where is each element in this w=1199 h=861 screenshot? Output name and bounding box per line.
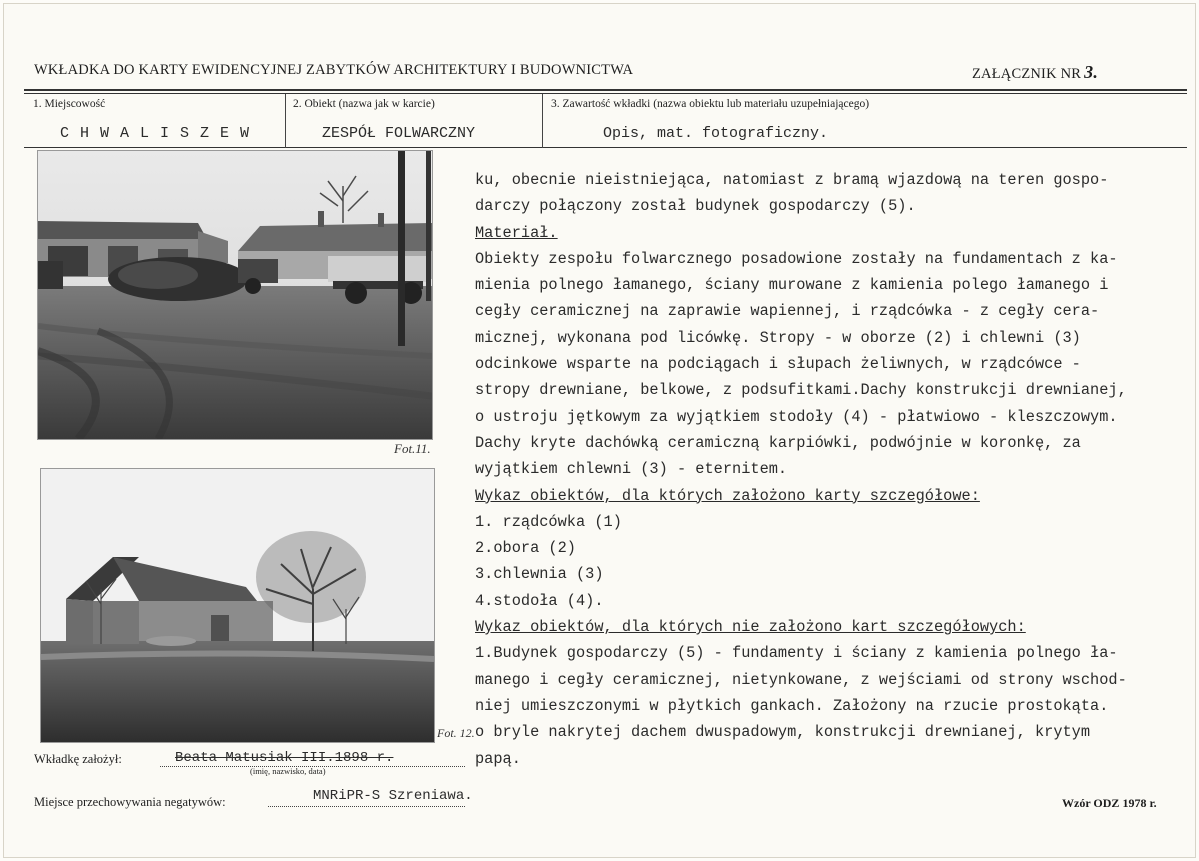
barn-image [41,469,434,742]
text-line: odcinkowe wsparte na podciągach i słupach żeliwnych, w rządcówce - [475,355,1081,374]
photo-farmyard [37,150,433,440]
section-heading: Materiał. [475,223,558,242]
text-line: o ustroju jętkowym za wyjątkiem stodoły (4) - płatwiowo - kleszczowym. [475,407,1118,426]
text-line: cegły ceramicznej na zaprawie wapiennej, i rządcówka - z cegły cera- [475,302,1100,321]
photo-barn [40,468,435,743]
photo1-caption: Fot.11. [394,441,431,456]
header-rule [24,89,1187,91]
object-label: 2. Obiekt (nazwa jak w karcie) [293,98,435,110]
founded-value: Beata Matusiak III.1898 r. [175,750,394,766]
annex-number: 3. [1084,62,1099,82]
place-value: C H W A L I S Z E W [60,125,251,142]
header-rule-thin [24,93,1187,94]
object-value: ZESPÓŁ FOLWARCZNY [322,125,476,142]
text-line: niej umieszczonymi w płytkich gankach. Założony na rzucie prostokąta. [475,696,1109,715]
text-line: papą. [475,749,521,768]
annex-label [972,62,1098,83]
text-line: 4.stodoła (4). [475,591,604,610]
storage-label: Miejsce przechowywania negatywów: [34,795,226,809]
section-heading: Wykaz obiektów, dla których założono karty szczegółowe: [475,486,980,505]
text-line: stropy drewniane, belkowe, z podsufitkami.Dachy konstrukcji drewnianej, [475,381,1127,400]
text-line: 1.Budynek gospodarczy (5) - fundamenty i ściany z kamienia polnego ła- [475,644,1118,663]
fields-rule [24,147,1187,148]
founded-hint: (imię, nazwisko, data) [250,766,326,776]
text-line: micznej, wykonana pod licówkę. Stropy - w oborze (2) i chlewni (3) [475,328,1081,347]
contents-value: Opis, mat. fotograficzny. [603,125,829,142]
text-line: 1. rządcówka (1) [475,512,622,531]
contents-label: 3. Zawartość wkładki (nazwa obiektu lub materiału uzupełniającego) [551,98,870,110]
section-heading: Wykaz obiektów, dla których nie założono kart szczegółowych: [475,618,1026,637]
text-line: Dachy kryte dachówką ceramiczną karpiówki, podwójnie w koronkę, za [475,433,1081,452]
text-line: o bryle nakrytej dachem dwuspadowym, konstrukcji drewnianej, krytym [475,723,1091,742]
founded-label: Wkładkę założył: [34,752,122,766]
storage-value: MNRiPR-S Szreniawa. [313,788,473,804]
text-line: mienia polnego łamanego, ściany murowane z kamienia polego łamanego i [475,276,1109,295]
annex-label-text: ZAŁĄCZNIK NR [972,66,1082,82]
text-line: manego i cegły ceramicznej, nietynkowane, z wejściami od strony wschod- [475,670,1127,689]
description-text [475,167,1190,772]
document-title: WKŁADKA DO KARTY EWIDENCYJNEJ ZABYTKÓW ARCHITEKTURY I BUDOWNICTWA [34,62,634,78]
field-divider [542,94,543,148]
field-divider [285,94,286,148]
text-line: 3.chlewnia (3) [475,565,604,584]
text-line: Obiekty zespołu folwarcznego posadowione zostały na fundamentach z ka- [475,249,1118,268]
text-line: darczy połączony został budynek gospodarczy (5). [475,197,916,216]
text-line: 2.obora (2) [475,539,576,558]
text-line: wyjątkiem chlewni (3) - eternitem. [475,460,788,479]
text-line: ku, obecnie nieistniejąca, natomiast z bramą wjazdową na teren gospo- [475,171,1109,189]
form-note: Wzór ODZ 1978 r. [1062,796,1157,810]
place-label: 1. Miejscowość [33,98,106,110]
storage-dotline [268,806,465,807]
farmyard-image [38,151,432,439]
photo2-caption: Fot. 12. [437,726,475,740]
